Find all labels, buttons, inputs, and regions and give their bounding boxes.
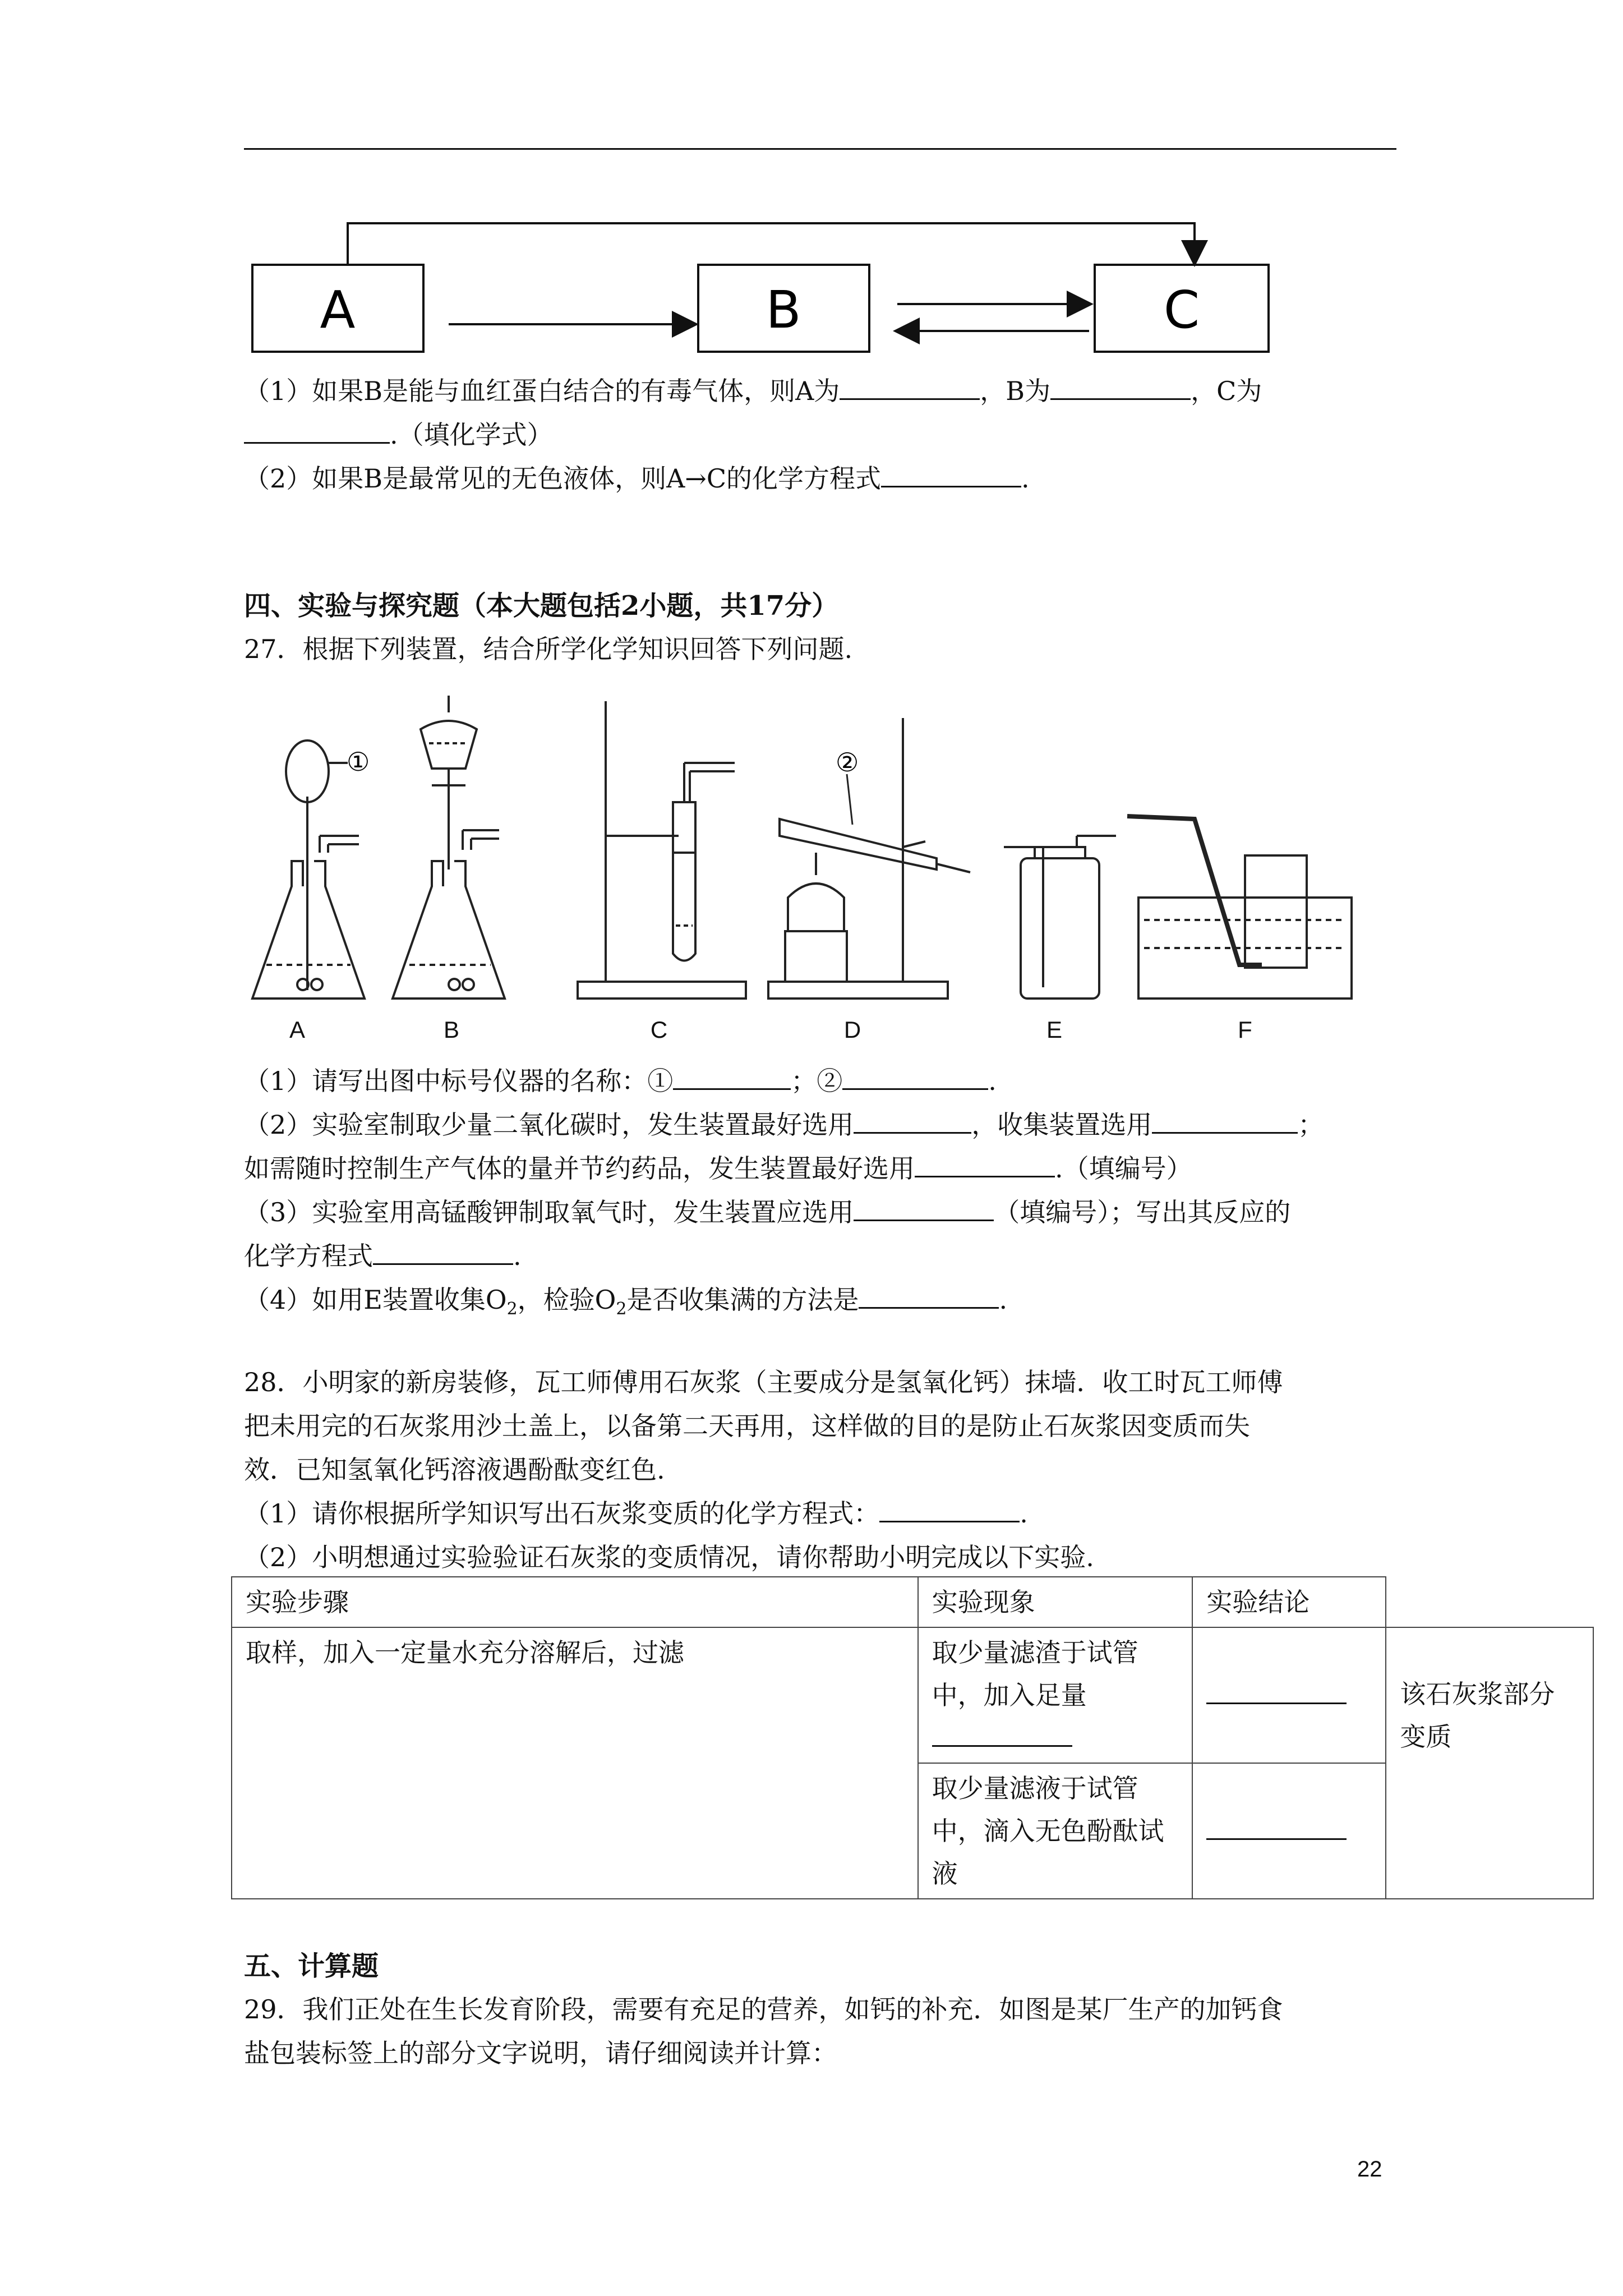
blank-phenomenon-2[interactable] xyxy=(1206,1816,1347,1840)
apparatus-label-b: B xyxy=(443,1016,460,1043)
arrow-a-to-c-top xyxy=(348,223,1195,265)
apparatus-figure xyxy=(241,684,1363,1049)
blank-co2-generator[interactable] xyxy=(854,1110,971,1134)
q28-line2: 把未用完的石灰浆用沙土盖上，以备第二天再用，这样做的目的是防止石灰浆因变质而失 xyxy=(244,1411,1250,1441)
q28-line1: 28．小明家的新房装修，瓦工师傅用石灰浆（主要成分是氢氧化钙）抹墙．收工时瓦工师傅 xyxy=(244,1367,1283,1397)
header-empty xyxy=(1386,1577,1593,1627)
q28-sub1: （1）请你根据所学知识写出石灰浆变质的化学方程式： . xyxy=(244,1498,1028,1529)
cell-step: 取样，加入一定量水充分溶解后，过滤 xyxy=(232,1627,918,1899)
apparatus-label-e: E xyxy=(1046,1016,1063,1043)
blank-o2-test-method[interactable] xyxy=(859,1285,999,1309)
q27-stem: 27．根据下列装置，结合所学化学知识回答下列问题. xyxy=(244,634,853,664)
apparatus-d xyxy=(768,718,970,999)
blank-a-to-c-equation[interactable] xyxy=(881,463,1021,487)
q27-1: （1）请写出图中标号仪器的名称：① ；② . xyxy=(244,1066,997,1096)
blank-instrument-2[interactable] xyxy=(842,1066,988,1090)
blank-c[interactable] xyxy=(244,420,390,444)
flow-q2: （2）如果B是最常见的无色液体，则A→C的化学方程式 . xyxy=(244,463,1030,494)
apparatus-e xyxy=(1004,836,1116,999)
apparatus-f xyxy=(1127,816,1352,999)
q28-line3: 效．已知氢氧化钙溶液遇酚酞变红色. xyxy=(244,1455,665,1485)
cell-row1-action: 取少量滤渣于试管中，加入足量 xyxy=(918,1627,1193,1763)
q27-3b: 化学方程式 . xyxy=(244,1241,522,1271)
q29-line1: 29．我们正处在生长发育阶段，需要有充足的营养，如钙的补充．如图是某厂生产的加钙食 xyxy=(244,1994,1283,2024)
blank-controlled-generator[interactable] xyxy=(915,1153,1055,1177)
blank-instrument-1[interactable] xyxy=(673,1066,791,1090)
q27-4: （4）如用E装置收集$O_2$，检验$O_2$是否收集满的方法是 . xyxy=(244,1285,1008,1319)
section4-heading: 四、实验与探究题（本大题包括2小题，共17分） xyxy=(244,590,839,622)
experiment-table xyxy=(231,1576,1594,1899)
blank-co2-collector[interactable] xyxy=(1152,1110,1298,1134)
table-header-row xyxy=(232,1577,1593,1627)
header-conclusion: 实验结论 xyxy=(1192,1577,1386,1627)
cell-conclusion: 该石灰浆部分变质 xyxy=(1386,1627,1593,1899)
blank-a[interactable] xyxy=(840,376,980,400)
box-a-label: A xyxy=(320,280,356,340)
apparatus-b xyxy=(393,696,505,999)
page-number: 22 xyxy=(1357,2157,1382,2182)
apparatus-label-d: D xyxy=(843,1016,861,1043)
q27-2b: 如需随时控制生产气体的量并节约药品，发生装置最好选用 .（填编号） xyxy=(244,1153,1192,1184)
header-rule xyxy=(244,148,1396,150)
blank-kmno4-generator[interactable] xyxy=(854,1197,994,1221)
apparatus-label-c: C xyxy=(650,1016,668,1043)
blank-b[interactable] xyxy=(1050,376,1191,400)
box-b-label: B xyxy=(766,280,801,340)
cell-row2-action: 取少量滤液于试管中，滴入无色酚酞试液 xyxy=(918,1763,1193,1899)
box-c-label: C xyxy=(1163,280,1200,340)
blank-phenomenon-1[interactable] xyxy=(1206,1680,1347,1704)
table-row xyxy=(232,1627,1593,1763)
header-step: 实验步骤 xyxy=(232,1577,918,1627)
cell-row1-phenomenon xyxy=(1192,1627,1386,1763)
blank-kmno4-equation[interactable] xyxy=(373,1241,513,1265)
apparatus-label-a: A xyxy=(289,1016,306,1043)
flow-diagram xyxy=(241,213,1279,359)
flow-q1-line1: （1）如果B是能与血红蛋白结合的有毒气体，则A为 ，B为 ，C为 xyxy=(244,376,1262,406)
section5-heading: 五、计算题 xyxy=(244,1950,379,1982)
blank-spoilage-equation[interactable] xyxy=(879,1498,1020,1522)
header-phenomenon: 实验现象 xyxy=(918,1577,1193,1627)
apparatus-label-f: F xyxy=(1238,1016,1252,1043)
q27-2: （2）实验室制取少量二氧化碳时，发生装置最好选用 ，收集装置选用 ； xyxy=(244,1110,1324,1140)
q27-3: （3）实验室用高锰酸钾制取氧气时，发生装置应选用 （填编号）；写出其反应的 xyxy=(244,1197,1291,1227)
marker-2: ② xyxy=(836,747,859,777)
apparatus-c xyxy=(578,701,746,999)
flow-q1-line2: .（填化学式） xyxy=(244,413,553,457)
blank-reagent[interactable] xyxy=(932,1723,1072,1747)
q28-sub2: （2）小明想通过实验验证石灰浆的变质情况，请你帮助小明完成以下实验. xyxy=(244,1542,1094,1572)
apparatus-a xyxy=(252,740,365,999)
q29-line2: 盐包装标签上的部分文字说明，请仔细阅读并计算： xyxy=(244,2038,837,2068)
marker-1: ① xyxy=(347,747,370,777)
cell-row2-phenomenon xyxy=(1192,1763,1386,1899)
